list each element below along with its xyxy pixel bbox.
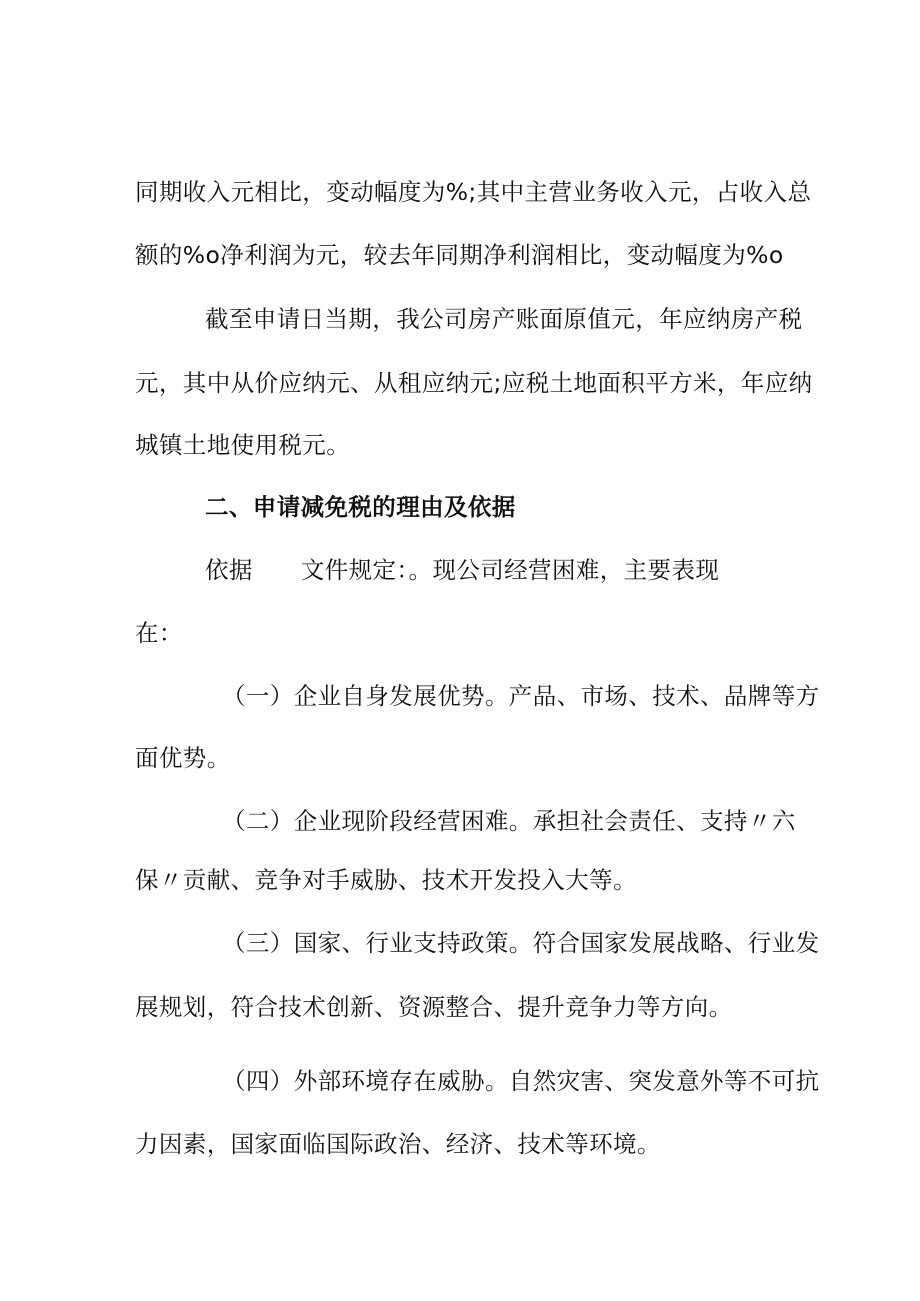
paragraph-line: 在：: [135, 619, 183, 647]
basis-label: 依据: [205, 556, 253, 584]
paragraph-line: 同期收入元相比，变动幅度为%;其中主营业务收入元，占收入总: [135, 178, 812, 206]
list-item-line: 展规划，符合技术创新、资源整合、提升竞争力等方向。: [135, 993, 733, 1021]
list-item-line: （二）企业现阶段经营困难。承担社会责任、支持〃六: [222, 807, 796, 835]
paragraph-line: [205, 555, 719, 585]
list-item-line: （三）国家、行业支持政策。符合国家发展战略、行业发: [222, 929, 820, 957]
paragraph-line: 城镇土地使用税元。: [135, 431, 351, 459]
list-item-line: 面优势。: [135, 744, 231, 772]
section-heading: 二、申请减免税的理由及依据: [205, 493, 516, 521]
list-item-line: （四）外部环境存在威胁。自然灾害、突发意外等不可抗: [222, 1067, 820, 1095]
list-item-line: 力因素，国家面临国际政治、经济、技术等环境。: [135, 1130, 661, 1158]
list-item-line: 保〃贡献、竞争对手威胁、技术开发投入大等。: [135, 866, 637, 894]
paragraph-line: 截至申请日当期，我公司房产账面原值元，年应纳房产税: [205, 305, 803, 333]
basis-text: 文件规定：。现公司经营困难，主要表现: [300, 556, 720, 584]
list-item-line: （一）企业自身发展优势。产品、市场、技术、品牌等方: [222, 682, 820, 710]
paragraph-line: 元，其中从价应纳元、从租应纳元;应税土地面积平方米，年应纳: [135, 369, 813, 397]
paragraph-line: 额的%o净利润为元，较去年同期净利润相比，变动幅度为%o: [135, 241, 784, 269]
